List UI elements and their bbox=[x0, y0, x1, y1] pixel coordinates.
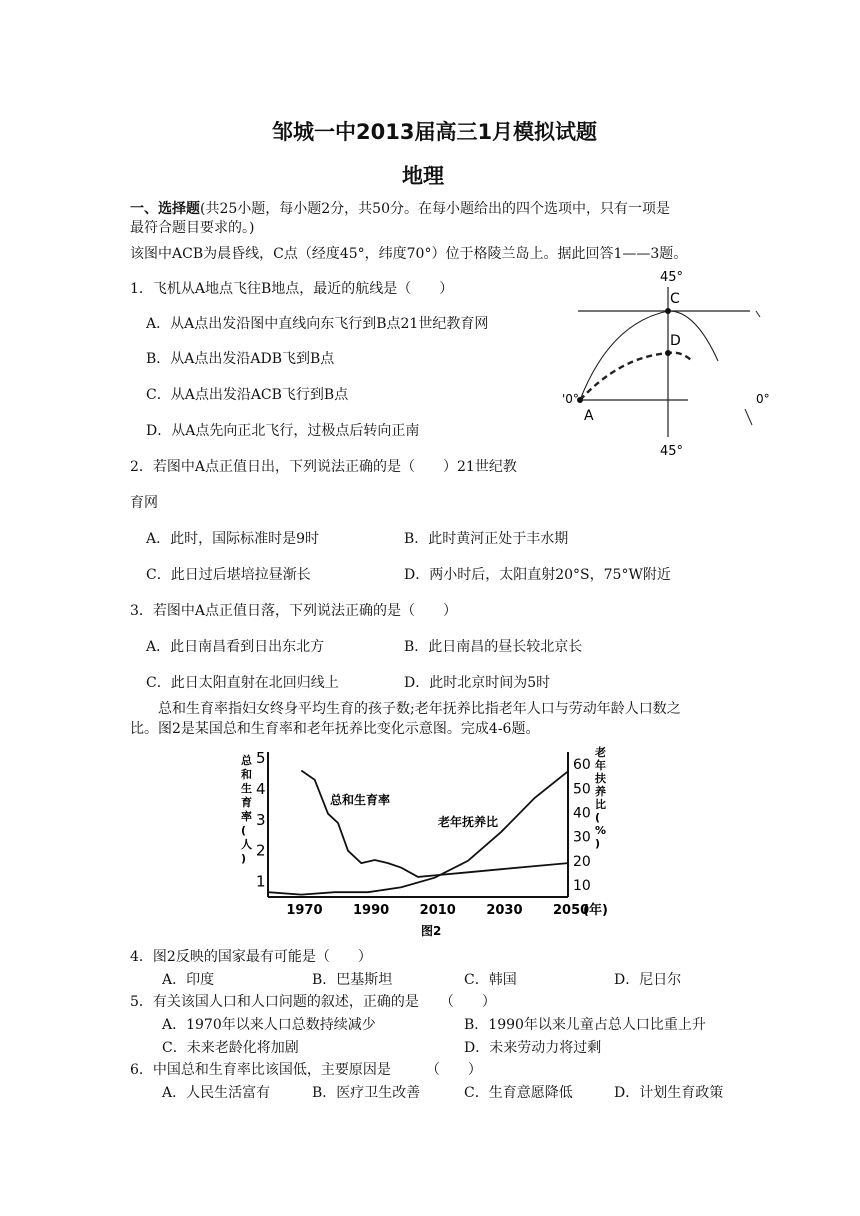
x-axis-unit: (年) bbox=[583, 903, 608, 918]
right-axis-title-char: ) bbox=[595, 837, 601, 850]
context-1: 该图中ACB为晨昏线，C点（经度45°，纬度70°）位于格陵兰岛上。据此回答1——3题。 bbox=[130, 246, 688, 262]
series-line-1 bbox=[301, 771, 568, 877]
series-lines bbox=[268, 771, 568, 895]
q2-stem-continued: 育网 bbox=[130, 495, 158, 511]
q2-stem: 2．若图中A点正值日出，下列说法正确的是（ ）21世纪教 bbox=[130, 459, 517, 475]
x-tick-label: 2030 bbox=[486, 903, 523, 918]
q1-option-a: A．从A点出发沿图中直线向东飞行到B点21世纪教育网 bbox=[146, 316, 489, 332]
tick-labels bbox=[256, 749, 608, 918]
y-right-tick-label: 60 bbox=[573, 757, 591, 774]
chart-caption: 图2 bbox=[421, 924, 442, 938]
left-axis-title-char: 人 bbox=[241, 838, 252, 851]
series-label-fertility: 总和生育率 bbox=[330, 793, 391, 807]
section-heading: 一、选择题 bbox=[130, 201, 200, 217]
q6-option-a: A．人民生活富有 bbox=[162, 1085, 271, 1101]
left-axis-title-char: 育 bbox=[241, 796, 252, 809]
q2-option-b: B．此时黄河正处于丰水期 bbox=[404, 531, 569, 547]
left-axis-title-char: 生 bbox=[241, 782, 252, 795]
q2-option-c: C．此日过后堪培拉昼渐长 bbox=[146, 567, 311, 583]
left-axis-title-char: 和 bbox=[241, 768, 252, 781]
label-45-bottom: 45° bbox=[660, 444, 684, 459]
y-right-tick-label: 20 bbox=[573, 853, 591, 870]
q3-option-b: B．此日南昌的昼长较北京长 bbox=[404, 639, 583, 655]
q3-option-d: D．此时北京时间为5时 bbox=[404, 675, 551, 691]
population-chart bbox=[238, 742, 628, 942]
q6-stem: 6．中国总和生育率比该国低，主要原因是 （ ） bbox=[130, 1062, 482, 1078]
label-c: C bbox=[670, 291, 680, 307]
right-axis-title bbox=[594, 745, 606, 850]
right-axis-title-char: % bbox=[595, 824, 607, 837]
q4-option-d: D．尼日尔 bbox=[614, 972, 682, 988]
right-edge-mark bbox=[745, 409, 752, 425]
q6-option-c: C．生育意愿降低 bbox=[464, 1085, 573, 1101]
chart-frame bbox=[268, 752, 568, 897]
y-right-tick-label: 30 bbox=[573, 829, 591, 846]
q3-option-a: A．此日南昌看到日出东北方 bbox=[146, 639, 325, 655]
q5-option-b: B．1990年以来儿童占总人口比重上升 bbox=[464, 1017, 706, 1033]
x-tick-label: 1990 bbox=[353, 903, 390, 918]
label-45-top: 45° bbox=[660, 270, 684, 285]
left-axis-title-char: ( bbox=[241, 824, 247, 837]
terminator-diagram bbox=[560, 265, 775, 465]
q5-stem: 5．有关该国人口和人口问题的叙述，正确的是 （ ） bbox=[130, 994, 496, 1010]
section-intro-line2: 最符合题目要求的。) bbox=[130, 220, 255, 236]
q4-option-c: C．韩国 bbox=[464, 972, 517, 988]
left-axis-title-char: 率 bbox=[241, 810, 252, 823]
right-axis-title-char: 老 bbox=[595, 746, 606, 759]
q5-option-a: A．1970年以来人口总数持续减少 bbox=[162, 1017, 376, 1033]
q3-stem: 3．若图中A点正值日落，下列说法正确的是（ ） bbox=[130, 603, 458, 619]
context-2-line1: 总和生育率指妇女终身平均生育的孩子数;老年抚养比指老年人口与劳动年龄人口数之 bbox=[158, 701, 681, 717]
x-tick-label: 2050 bbox=[553, 903, 590, 918]
y-right-tick-label: 40 bbox=[573, 805, 591, 822]
label-d: D bbox=[670, 333, 681, 349]
route-adb bbox=[580, 353, 692, 400]
q6-option-d: D．计划生育政策 bbox=[614, 1085, 724, 1101]
y-left-tick-label: 2 bbox=[256, 841, 266, 860]
q4-stem: 4．图2反映的国家最有可能是（ ） bbox=[130, 949, 372, 965]
y-left-tick-label: 3 bbox=[256, 810, 266, 829]
q1-option-c: C．从A点出发沿ACB飞行到B点 bbox=[146, 387, 349, 403]
right-axis-title-char: ( bbox=[595, 811, 601, 824]
x-tick-label: 2010 bbox=[419, 903, 456, 918]
y-right-tick-label: 10 bbox=[573, 877, 591, 894]
left-axis-title bbox=[241, 753, 253, 865]
page-title: 邹城一中2013届高三1月模拟试题 bbox=[272, 120, 598, 144]
left-axis-title-char: ) bbox=[241, 852, 247, 865]
q2-option-d: D．两小时后，太阳直射20°S，75°W附近 bbox=[404, 567, 671, 583]
y-left-tick-label: 5 bbox=[256, 749, 266, 768]
q4-option-b: B．巴基斯坦 bbox=[312, 972, 393, 988]
right-edge-mark-top bbox=[756, 311, 760, 317]
q1-option-b: B．从A点出发沿ADB飞到B点 bbox=[146, 351, 335, 367]
left-axis-title-char: 总 bbox=[241, 754, 252, 767]
q1-option-d: D．从A点先向正北飞行，过极点后转向正南 bbox=[146, 423, 420, 439]
x-tick-label: 1970 bbox=[286, 903, 323, 918]
q1-stem: 1．飞机从A地点飞往B地点，最近的航线是（ ） bbox=[130, 281, 454, 297]
q5-option-c: C．未来老龄化将加剧 bbox=[162, 1040, 299, 1056]
right-axis-title-char: 养 bbox=[595, 785, 606, 798]
right-axis-title-char: 扶 bbox=[595, 772, 606, 785]
y-left-tick-label: 4 bbox=[256, 780, 266, 799]
q3-option-c: C．此日太阳直射在北回归线上 bbox=[146, 675, 339, 691]
series-label-elderly: 老年抚养比 bbox=[438, 815, 499, 829]
q6-option-b: B．医疗卫生改善 bbox=[312, 1085, 421, 1101]
q5-option-d: D．未来劳动力将过剩 bbox=[464, 1040, 602, 1056]
series-labels bbox=[330, 792, 498, 829]
point-c bbox=[665, 308, 671, 314]
y-right-tick-label: 50 bbox=[573, 781, 591, 798]
subject-title: 地理 bbox=[402, 164, 444, 188]
label-left-0: '0° bbox=[562, 392, 579, 406]
section-intro-text: (共25小题，每小题2分，共50分。在每小题给出的四个选项中，只有一项是 bbox=[200, 201, 670, 217]
q2-option-a: A．此时，国际标准时是9时 bbox=[146, 531, 320, 547]
right-axis-title-char: 年 bbox=[595, 759, 606, 772]
label-a: A bbox=[584, 408, 594, 424]
section-intro bbox=[130, 200, 670, 218]
label-right-0: 0° bbox=[756, 392, 770, 406]
context-2-line2: 比。图2是某国总和生育率和老年抚养比变化示意图。完成4-6题。 bbox=[130, 721, 540, 737]
q4-option-a: A．印度 bbox=[162, 972, 215, 988]
right-axis-title-char: 比 bbox=[595, 798, 606, 811]
y-left-tick-label: 1 bbox=[256, 872, 266, 891]
point-d bbox=[665, 350, 671, 356]
